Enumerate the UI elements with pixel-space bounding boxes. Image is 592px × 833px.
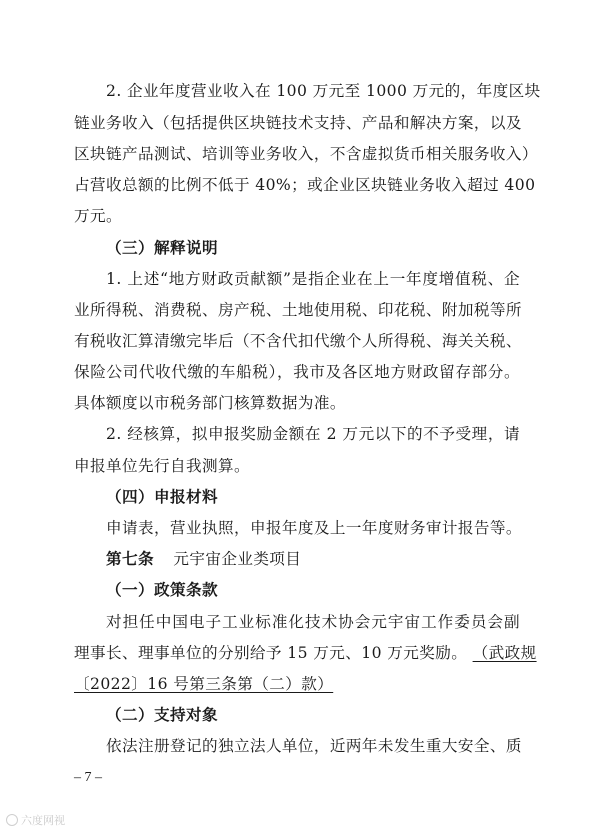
watermark-text: 六度网视 <box>21 814 65 827</box>
citation: （武政规 <box>472 644 537 662</box>
section-heading: （四）申报材料 <box>106 488 218 506</box>
text-line: 依法注册登记的独立法人单位，近两年未发生重大安全、质 <box>106 737 522 755</box>
text-line: 有税收汇算清缴完毕后（不含代扣代缴个人所得税、海关关税、 <box>74 332 522 350</box>
citation: 〔2022〕16 号第三条第（二）款） <box>74 675 334 693</box>
watermark-icon <box>6 814 18 826</box>
text-line: 占营收总额的比例不低于 40%；或企业区块链业务收入超过 400 <box>74 176 536 194</box>
section-heading: （二）支持对象 <box>106 706 218 724</box>
text-line: 申请表，营业执照，申报年度及上一年度财务审计报告等。 <box>106 519 522 537</box>
section-heading: （三）解释说明 <box>106 239 218 257</box>
watermark <box>6 812 65 828</box>
section-heading: （一）政策条款 <box>106 581 218 599</box>
text-line: 对担任中国电子工业标准化技术协会元宇宙工作委员会副 <box>106 613 520 631</box>
text-line: 业所得税、消费税、房产税、土地使用税、印花税、附加税等所 <box>74 301 522 319</box>
text-line: 1. 上述“地方财政贡献额”是指企业在上一年度增值税、企 <box>106 270 520 288</box>
article-heading <box>106 548 520 570</box>
text-line: 区块链产品测试、培训等业务收入，不含虚拟货币相关服务收入） <box>74 145 538 163</box>
text-line: 2. 经核算，拟申报奖励金额在 2 万元以下的不予受理，请 <box>106 425 520 443</box>
text-line: 保险公司代收代缴的车船税），我市及各区地方财政留存部分。 <box>74 363 520 381</box>
article-title: 元宇宙企业类项目 <box>173 550 302 568</box>
text-line: 申报单位先行自我测算。 <box>74 457 250 475</box>
text-line: 2. 企业年度营业收入在 100 万元至 1000 万元的，年度区块 <box>106 82 541 100</box>
text-line: 具体额度以市税务部门核算数据为准。 <box>74 394 346 412</box>
text-line <box>74 642 537 664</box>
text-line: 万元。 <box>74 207 122 225</box>
article-number: 第七条 <box>106 550 154 568</box>
page-number: – 7 – <box>74 770 102 785</box>
text-line: 链业务收入（包括提供区块链技术支持、产品和解决方案，以及 <box>74 114 522 132</box>
text-span: 理事长、理事单位的分别给予 15 万元、10 万元奖励。 <box>74 644 468 662</box>
